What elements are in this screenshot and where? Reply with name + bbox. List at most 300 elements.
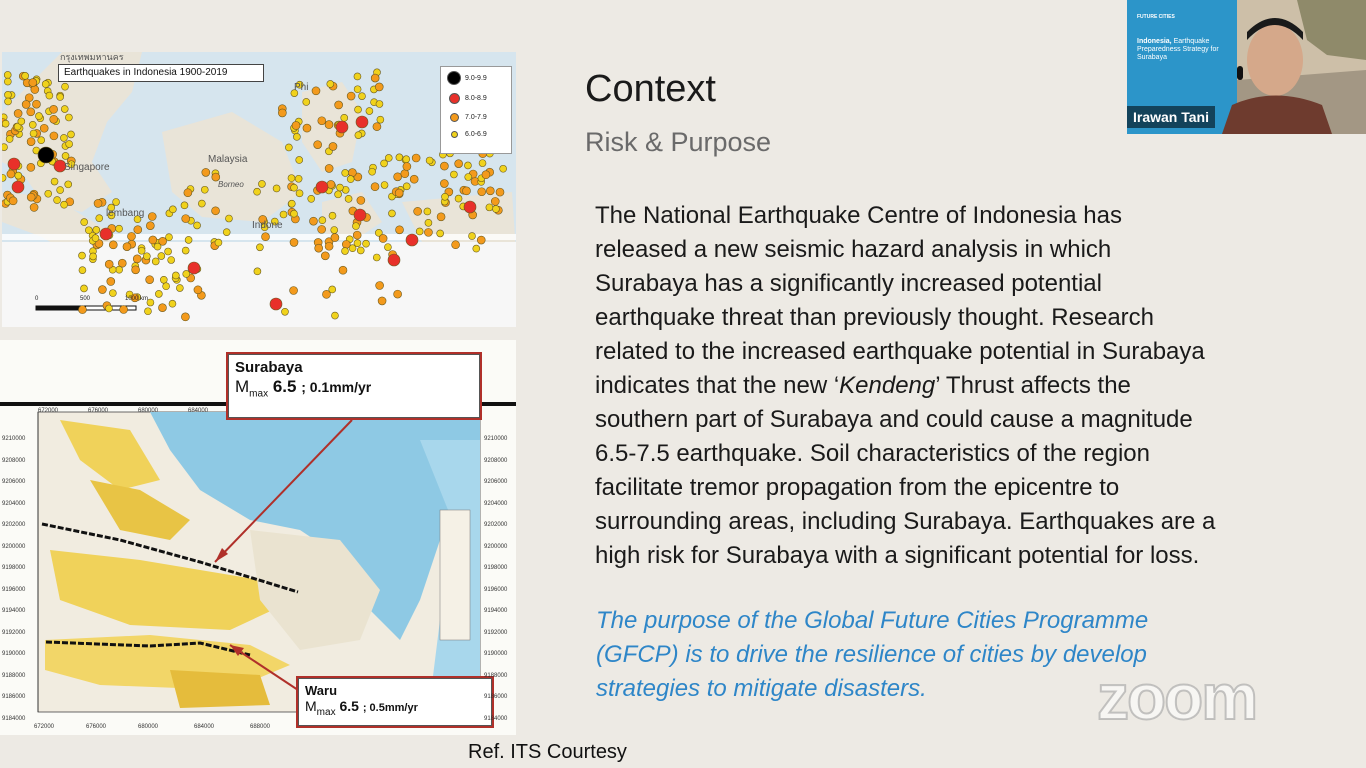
y-coord-label: 9208000: [484, 457, 508, 464]
earthquake-marker: [437, 213, 445, 221]
x-coord-label-bottom: 688000: [250, 724, 271, 730]
earthquake-marker: [293, 133, 300, 140]
earthquake-marker: [336, 184, 343, 191]
y-coord-label: 9188000: [2, 672, 26, 679]
earthquake-marker: [29, 79, 37, 87]
x-coord-label-bottom: 684000: [194, 724, 215, 730]
participant-name-label: Irawan Tani: [1127, 106, 1215, 128]
y-coord-label: 9188000: [484, 672, 508, 679]
earthquake-marker: [2, 144, 8, 151]
earthquake-marker: [462, 187, 470, 195]
earthquake-marker: [341, 114, 348, 121]
earthquake-marker: [309, 217, 317, 225]
earthquake-marker: [414, 207, 422, 215]
earthquake-marker: [486, 204, 493, 211]
earthquake-marker: [60, 134, 67, 141]
earthquake-marker: [22, 100, 30, 108]
earthquake-marker: [256, 244, 263, 251]
legend-label: 9.0-9.9: [465, 75, 487, 82]
slide-title: Context: [585, 68, 716, 110]
earthquake-marker: [38, 147, 54, 163]
x-coord-label: 676000: [88, 408, 109, 414]
earthquake-marker: [132, 266, 140, 274]
earthquake-marker: [369, 168, 376, 175]
earthquake-marker: [182, 247, 189, 254]
body-line: surrounding areas, including Surabaya. Earthquakes are a: [595, 508, 1216, 535]
earthquake-marker: [406, 234, 418, 246]
earthquake-marker: [62, 83, 69, 90]
earthquake-marker: [146, 276, 154, 284]
earthquake-marker: [168, 257, 175, 264]
earthquake-marker: [281, 308, 288, 315]
earthquake-marker: [50, 105, 58, 113]
earthquake-marker: [394, 173, 402, 181]
earthquake-marker: [160, 276, 167, 283]
body-segment: indicates that the new ‘: [595, 372, 840, 399]
earthquake-marker: [292, 121, 300, 129]
reference-credit: Ref. ITS Courtesy: [468, 741, 627, 763]
y-coord-label: 9202000: [484, 522, 508, 528]
y-coord-label: 9200000: [2, 543, 26, 550]
earthquake-marker: [491, 197, 499, 205]
slip-rate: ; 0.5mm/yr: [362, 702, 418, 714]
earthquake-marker: [81, 219, 88, 226]
y-coord-label: 9204000: [484, 500, 508, 507]
earthquake-marker: [342, 248, 349, 255]
earthquake-marker: [363, 240, 370, 247]
earthquake-marker: [280, 211, 287, 218]
earthquake-marker: [425, 219, 432, 226]
earthquake-marker: [262, 233, 270, 241]
earthquake-marker: [450, 171, 457, 178]
earthquake-marker: [437, 230, 444, 237]
earthquake-marker: [154, 243, 161, 250]
earthquake-marker: [424, 228, 432, 236]
earthquake-marker: [273, 185, 280, 192]
earthquake-marker: [290, 287, 298, 295]
earthquake-marker: [296, 190, 303, 197]
body-line: high risk for Surabaya with a significant potential for loss.: [595, 542, 1200, 569]
earthquake-marker: [176, 285, 183, 292]
earthquake-marker: [92, 235, 99, 242]
earthquake-marker: [354, 86, 361, 93]
earthquake-marker: [381, 182, 388, 189]
earthquake-marker: [109, 241, 117, 249]
earthquake-marker: [308, 195, 315, 202]
earthquake-marker: [339, 266, 347, 274]
x-coord-label-bottom: 676000: [86, 724, 107, 730]
zoom-watermark: zoom: [1097, 661, 1257, 733]
earthquake-marker: [93, 226, 100, 233]
earthquake-marker: [2, 120, 9, 127]
magnitude-legend: [440, 66, 512, 154]
earthquake-marker: [4, 78, 11, 85]
scale-label-zero: 0: [35, 296, 39, 302]
earthquake-marker: [303, 98, 310, 105]
earthquake-marker: [353, 231, 361, 239]
legend-dot-orange: [450, 113, 459, 122]
earthquake-marker: [375, 83, 383, 91]
earthquake-marker: [336, 121, 348, 133]
y-coord-label: 9206000: [2, 479, 26, 485]
earthquake-marker: [133, 255, 141, 263]
y-coord-label: 9208000: [2, 457, 26, 464]
earthquake-marker: [465, 174, 472, 181]
body-line: earthquake threat than previously thought. Research: [595, 304, 1155, 331]
earthquake-marker: [27, 108, 35, 116]
earthquake-marker: [165, 234, 172, 241]
earthquake-marker: [109, 290, 116, 297]
earthquake-marker: [4, 71, 11, 78]
earthquake-marker: [152, 258, 159, 265]
y-coord-label: 9194000: [2, 608, 26, 614]
earthquake-marker: [424, 208, 431, 215]
earthquake-marker: [395, 189, 403, 197]
earthquake-marker: [27, 163, 35, 171]
earthquake-marker: [325, 164, 333, 172]
waru-mmax: [305, 698, 485, 721]
y-coord-label: 9192000: [2, 629, 26, 636]
earthquake-marker: [144, 308, 151, 315]
y-coord-label: 9186000: [2, 694, 26, 700]
earthquake-marker: [335, 191, 342, 198]
earthquake-marker: [356, 116, 368, 128]
earthquake-marker: [85, 227, 92, 234]
earthquake-marker: [116, 266, 123, 273]
earthquake-marker: [181, 313, 189, 321]
earthquake-marker: [321, 252, 329, 260]
legend-dot-yellow: [451, 131, 458, 138]
earthquake-marker: [270, 298, 282, 310]
body-line: southern part of Surabaya and could cause a magnitude: [595, 406, 1193, 433]
earthquake-marker: [354, 73, 361, 80]
earthquake-marker: [318, 117, 326, 125]
y-coord-label: 9204000: [2, 500, 26, 507]
mmax-m: M: [235, 377, 250, 396]
earthquake-marker: [254, 268, 261, 275]
place-label-palembang: lembang: [106, 208, 145, 219]
mmax-value: 6.5: [339, 698, 359, 714]
earthquake-marker: [181, 202, 188, 209]
earthquake-marker: [412, 154, 420, 162]
earthquake-marker: [27, 193, 35, 201]
earthquake-marker: [146, 222, 154, 230]
earthquake-marker: [184, 189, 192, 197]
y-coord-label: 9196000: [2, 586, 26, 593]
earthquake-marker: [288, 200, 295, 207]
earthquake-marker: [169, 206, 176, 213]
earthquake-marker: [194, 286, 202, 294]
earthquake-marker: [347, 176, 354, 183]
y-coord-label: 9200000: [484, 543, 508, 550]
purpose-line: The purpose of the Global Future Cities Programme: [596, 607, 1149, 634]
earthquake-marker: [14, 109, 22, 117]
earthquake-marker: [342, 240, 350, 248]
earthquake-marker: [479, 160, 486, 167]
earthquake-marker: [128, 232, 136, 240]
earthquake-marker: [54, 197, 61, 204]
y-coord-label: 9184000: [484, 715, 508, 722]
earthquake-marker: [65, 181, 72, 188]
earthquake-marker: [134, 226, 142, 234]
participant-video-tile[interactable]: [1127, 0, 1366, 134]
y-coord-label: 9196000: [484, 586, 508, 593]
mmax-sub: max: [316, 706, 336, 718]
place-label-indonesia: Indone: [252, 220, 283, 231]
earthquake-markers: [2, 52, 516, 327]
earthquake-marker: [355, 132, 362, 139]
earthquake-marker: [394, 290, 402, 298]
earthquake-marker: [148, 213, 156, 221]
earthquake-marker: [202, 168, 210, 176]
earthquake-marker: [329, 212, 336, 219]
earthquake-marker: [396, 226, 404, 234]
earthquake-marker: [4, 91, 11, 98]
y-coord-label: 9198000: [2, 565, 26, 571]
earthquake-marker: [477, 236, 485, 244]
earthquake-marker: [327, 80, 334, 87]
earthquake-marker: [42, 81, 49, 88]
earthquake-marker: [113, 199, 120, 206]
earthquake-marker: [155, 290, 162, 297]
scale-label-mid: 500: [80, 296, 91, 302]
earthquake-marker: [388, 210, 395, 217]
earthquake-marker: [79, 267, 86, 274]
x-coord-label-bottom: 672000: [34, 724, 55, 730]
earthquake-marker: [169, 300, 176, 307]
mmax-value: 6.5: [272, 377, 297, 396]
legend-label: 7.0-7.9: [465, 114, 487, 121]
earthquake-marker: [335, 101, 343, 109]
earthquake-marker: [410, 175, 418, 183]
earthquake-marker: [316, 181, 328, 193]
earthquake-marker: [201, 186, 208, 193]
earthquake-marker: [105, 260, 113, 268]
earthquake-marker: [198, 200, 205, 207]
earthquake-marker: [158, 253, 165, 260]
earthquake-marker: [381, 160, 388, 167]
future-cities-logo: FUTURE CITIES: [1137, 14, 1175, 20]
earthquake-marker: [185, 236, 192, 243]
body-line: related to the increased earthquake potential in Surabaya: [595, 338, 1205, 365]
y-coord-label: 9210000: [484, 436, 508, 442]
surabaya-fault-map: [0, 340, 516, 735]
earthquake-marker: [215, 239, 222, 246]
earthquake-marker: [388, 254, 400, 266]
earthquake-marker: [319, 217, 326, 224]
mmax-m: M: [305, 698, 317, 714]
earthquake-marker: [464, 162, 471, 169]
earthquake-marker: [303, 124, 311, 132]
body-line: Surabaya has a significantly increased potential: [595, 270, 1102, 297]
purpose-line: strategies to mitigate disasters.: [596, 675, 927, 702]
earthquake-marker: [455, 160, 463, 168]
earthquake-marker: [352, 223, 359, 230]
earthquake-marker: [8, 158, 20, 170]
earthquake-marker: [254, 188, 261, 195]
kendeng-term: Kendeng: [839, 372, 936, 399]
y-coord-label: 9206000: [484, 479, 508, 485]
earthquake-marker: [61, 106, 68, 113]
earthquake-marker: [278, 109, 286, 117]
earthquake-marker: [149, 236, 157, 244]
earthquake-marker: [452, 241, 460, 249]
earthquake-marker: [355, 106, 362, 113]
earthquake-marker: [384, 244, 391, 251]
waru-callout: [296, 676, 494, 728]
earthquake-marker: [2, 174, 6, 181]
x-coord-label: 672000: [38, 408, 59, 414]
earthquake-marker: [50, 132, 58, 140]
y-coord-label: 9198000: [484, 565, 508, 571]
earthquake-marker: [100, 228, 112, 240]
earthquake-marker: [212, 207, 220, 215]
earthquake-marker: [66, 141, 73, 148]
earthquake-marker: [416, 228, 423, 235]
earthquake-marker: [345, 195, 352, 202]
earthquake-marker: [258, 180, 265, 187]
earthquake-marker: [440, 180, 448, 188]
earthquake-marker: [65, 114, 72, 121]
earthquake-marker: [315, 244, 323, 252]
earthquake-marker: [35, 113, 42, 120]
earthquake-marker: [401, 170, 409, 178]
mmax-sub: max: [249, 388, 269, 400]
earthquake-marker: [29, 121, 36, 128]
earthquake-marker: [120, 306, 128, 314]
earthquake-marker: [348, 169, 356, 177]
earthquake-marker: [96, 215, 103, 222]
earthquake-marker: [440, 162, 448, 170]
earthquake-marker: [318, 225, 326, 233]
earthquake-marker: [223, 229, 230, 236]
earthquake-marker: [366, 108, 373, 115]
y-coord-label: 9190000: [2, 651, 26, 657]
earthquake-marker: [32, 100, 40, 108]
earthquake-marker: [50, 115, 58, 123]
earthquake-marker: [325, 121, 333, 129]
indonesia-earthquake-map: [2, 52, 516, 327]
earthquake-marker: [486, 187, 494, 195]
place-label-bangkok: กรุงเทพมหานคร: [60, 52, 124, 62]
body-line: 6.5-7.5 earthquake. Soil characteristics of the region: [595, 440, 1150, 467]
earthquake-marker: [158, 304, 166, 312]
earthquake-marker: [296, 156, 303, 163]
earthquake-marker: [441, 193, 448, 200]
earthquake-marker: [15, 172, 22, 179]
earthquake-marker: [6, 135, 13, 142]
earthquake-marker: [188, 262, 200, 274]
earthquake-marker: [295, 175, 302, 182]
earthquake-marker: [469, 233, 476, 240]
x-coord-label: 680000: [138, 408, 159, 414]
earthquake-marker: [473, 245, 480, 252]
earthquake-marker: [403, 156, 410, 163]
earthquake-marker: [403, 162, 411, 170]
x-coord-label: 684000: [188, 408, 209, 414]
earthquake-marker: [57, 187, 64, 194]
earthquake-marker: [403, 183, 410, 190]
earthquake-marker: [291, 184, 298, 191]
earthquake-marker: [78, 306, 86, 314]
earthquake-marker: [5, 98, 12, 105]
body-line: The National Earthquake Centre of Indonesia has: [595, 202, 1123, 229]
y-coord-label: 9202000: [2, 522, 26, 528]
earthquake-marker: [27, 138, 35, 146]
earthquake-marker: [38, 137, 45, 144]
earthquake-marker: [225, 215, 232, 222]
earthquake-marker: [379, 234, 387, 242]
earthquake-marker: [371, 74, 379, 82]
earthquake-marker: [312, 87, 320, 95]
legend-label: 6.0-6.9: [465, 131, 487, 138]
tile-title: [1137, 38, 1237, 62]
earthquake-marker: [172, 272, 179, 279]
earthquake-marker: [455, 195, 462, 202]
context-paragraph: [595, 199, 1355, 573]
tile-title-rest: Earthquake Preparedness Strategy for Surabaya: [1137, 38, 1219, 61]
earthquake-marker: [290, 210, 297, 217]
legend-dot-black: [447, 71, 461, 85]
earthquake-marker: [138, 247, 145, 254]
map-title: Earthquakes in Indonesia 1900-2019: [58, 64, 264, 82]
earthquake-marker: [371, 183, 379, 191]
earthquake-marker: [331, 227, 338, 234]
legend-label: 8.0-8.9: [465, 95, 487, 102]
earthquake-marker: [45, 190, 52, 197]
y-coord-label: 9194000: [484, 608, 508, 614]
earthquake-marker: [165, 248, 172, 255]
slip-rate: ; 0.1mm/yr: [301, 379, 372, 395]
y-coord-label: 9190000: [484, 651, 508, 657]
body-line-kendeng: [595, 369, 1355, 403]
earthquake-marker: [116, 225, 123, 232]
earthquake-marker: [290, 238, 298, 246]
earthquake-marker: [492, 205, 499, 212]
earthquake-marker: [496, 188, 504, 196]
y-coord-label: 9210000: [2, 436, 26, 442]
y-coord-label: 9186000: [484, 694, 508, 700]
earthquake-marker: [373, 123, 381, 131]
earthquake-marker: [500, 165, 507, 172]
earthquake-marker: [325, 242, 333, 250]
earthquake-marker: [90, 253, 97, 260]
earthquake-marker: [51, 178, 58, 185]
body-line: facilitate tremor propagation from the epicentre to: [595, 474, 1120, 501]
earthquake-marker: [464, 201, 476, 213]
body-line: released a new seismic hazard analysis in which: [595, 236, 1112, 263]
earthquake-marker: [347, 92, 355, 100]
earthquake-marker: [329, 286, 336, 293]
earthquake-marker: [9, 197, 17, 205]
earthquake-marker: [98, 286, 106, 294]
earthquake-marker: [314, 141, 322, 149]
earthquake-marker: [376, 100, 383, 107]
earthquake-marker: [81, 285, 88, 292]
earthquake-marker: [163, 283, 170, 290]
earthquake-marker: [123, 243, 131, 251]
place-label-borneo: Borneo: [218, 180, 244, 189]
slide-subtitle: Risk & Purpose: [585, 127, 772, 157]
earthquake-marker: [329, 142, 337, 150]
earthquake-marker: [342, 169, 349, 176]
place-label-singapore: Singapore: [64, 162, 110, 173]
earthquake-marker: [105, 305, 112, 312]
earthquake-marker: [357, 196, 365, 204]
earthquake-marker: [377, 116, 384, 123]
earthquake-marker: [79, 252, 86, 259]
earthquake-marker: [57, 93, 64, 100]
